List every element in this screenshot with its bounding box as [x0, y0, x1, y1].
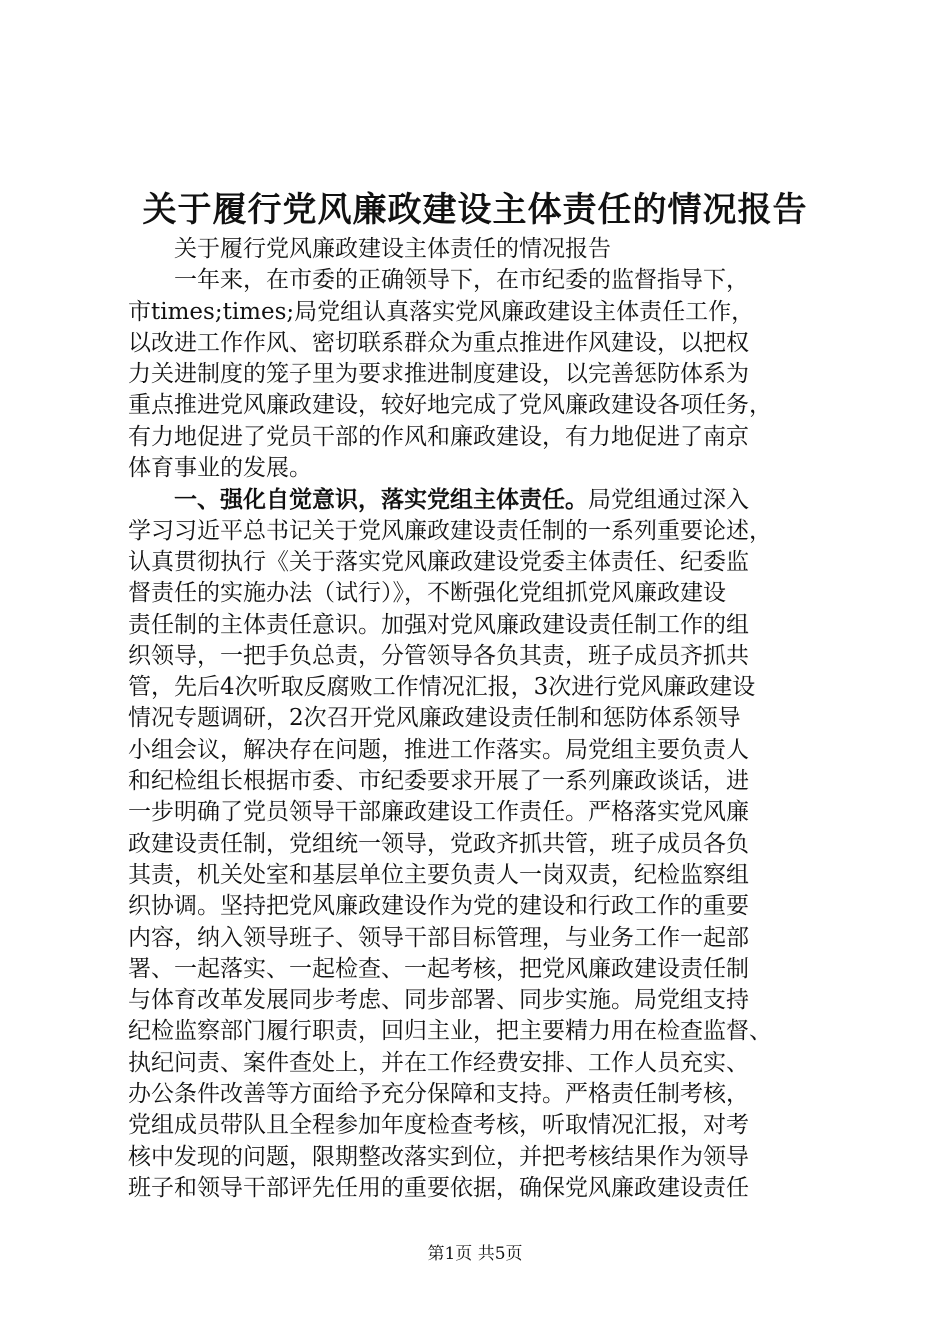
- paragraph-line: 核中发现的问题，限期整改落实到位，并把考核结果作为领导: [128, 1143, 749, 1170]
- paragraph-line: 署、一起落实、一起检查、一起考核，把党风廉政建设责任制: [128, 955, 749, 982]
- paragraph-line: 织领导，一把手负总责，分管领导各负其责，班子成员齐抓共: [128, 642, 749, 669]
- paragraph-line: 管，先后4次听取反腐败工作情况汇报，3次进行党风廉政建设: [128, 674, 756, 701]
- document-title: 关于履行党风廉政建设主体责任的情况报告: [142, 190, 808, 230]
- section-heading: 一、强化自觉意识，落实党组主体责任。: [174, 486, 588, 514]
- paragraph-line: 与体育改革发展同步考虑、同步部署、同步实施。局党组支持: [128, 987, 749, 1014]
- page-footer: 第1页 共5页: [427, 1244, 523, 1264]
- paragraph-line: 一年来，在市委的正确领导下，在市纪委的监督指导下，: [174, 267, 749, 294]
- paragraph-line: 力关进制度的笼子里为要求推进制度建设，以完善惩防体系为: [128, 361, 749, 388]
- section-heading-line: [128, 484, 830, 515]
- paragraph-line: 小组会议，解决存在问题，推进工作落实。局党组主要负责人: [128, 736, 749, 763]
- paragraph-line: 认真贯彻执行《关于落实党风廉政建设党委主体责任、纪委监: [128, 548, 749, 575]
- paragraph-line: 和纪检组长根据市委、市纪委要求开展了一系列廉政谈话，进: [128, 768, 749, 795]
- paragraph-line: 以改进工作作风、密切联系群众为重点推进作风建设，以把权: [128, 329, 749, 356]
- paragraph-line: 重点推进党风廉政建设，较好地完成了党风廉政建设各项任务，: [128, 392, 772, 419]
- paragraph-line: 班子和领导干部评先任用的重要依据，确保党风廉政建设责任: [128, 1174, 749, 1201]
- paragraph-line: 织协调。坚持把党风廉政建设作为党的建设和行政工作的重要: [128, 893, 749, 920]
- paragraph-line: 有力地促进了党员干部的作风和廉政建设，有力地促进了南京: [128, 423, 749, 450]
- paragraph-line: 纪检监察部门履行职责，回归主业，把主要精力用在检查监督、: [128, 1018, 772, 1045]
- paragraph-line: 体育事业的发展。: [128, 455, 312, 482]
- section-heading-tail: 局党组通过深入: [588, 487, 749, 514]
- paragraph-line: 情况专题调研，2次召开党风廉政建设责任制和惩防体系领导: [128, 705, 741, 732]
- paragraph-line: 政建设责任制，党组统一领导，党政齐抓共管，班子成员各负: [128, 830, 749, 857]
- paragraph-line: 责任制的主体责任意识。加强对党风廉政建设责任制工作的组: [128, 611, 749, 638]
- subtitle-line: 关于履行党风廉政建设主体责任的情况报告: [174, 236, 611, 262]
- paragraph-line: 一步明确了党员领导干部廉政建设工作责任。严格落实党风廉: [128, 799, 749, 826]
- document-body: [128, 234, 830, 1204]
- paragraph-line: 督责任的实施办法（试行）》，不断强化党组抓党风廉政建设: [128, 580, 726, 607]
- paragraph-line: 执纪问责、案件查处上，并在工作经费安排、工作人员充实、: [128, 1049, 749, 1076]
- paragraph-line: 其责，机关处室和基层单位主要负责人一岗双责，纪检监察组: [128, 861, 749, 888]
- paragraph-line: 党组成员带队且全程参加年度检查考核，听取情况汇报，对考: [128, 1112, 749, 1139]
- paragraph-line: 学习习近平总书记关于党风廉政建设责任制的一系列重要论述，: [128, 517, 772, 544]
- paragraph-line: 内容，纳入领导班子、领导干部目标管理，与业务工作一起部: [128, 924, 749, 951]
- paragraph-line: 市times;times;局党组认真落实党风廉政建设主体责任工作，: [128, 298, 755, 325]
- paragraph-line: 办公条件改善等方面给予充分保障和支持。严格责任制考核，: [128, 1081, 749, 1108]
